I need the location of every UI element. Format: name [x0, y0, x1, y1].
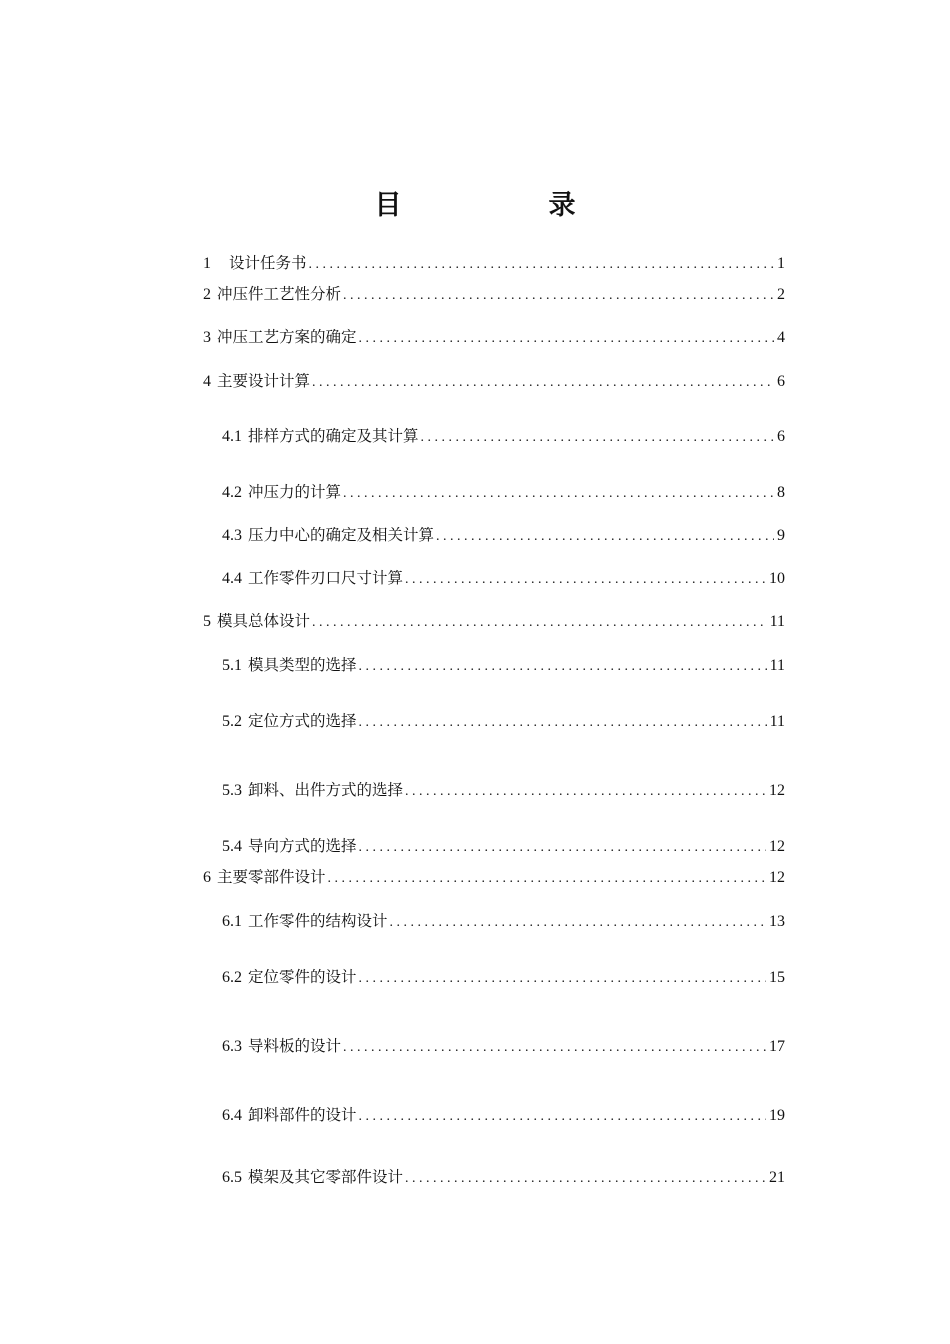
toc-leader-dots: [359, 328, 774, 350]
toc-entry-label: 主要设计计算: [217, 372, 311, 390]
toc-leader-dots: [309, 254, 774, 276]
toc-leader-dots: [421, 427, 774, 449]
toc-entry[interactable]: [222, 910, 785, 932]
toc-entry[interactable]: [222, 524, 785, 546]
toc-entry-page: 6: [777, 373, 785, 390]
toc-entry-page: 13: [769, 913, 785, 930]
toc-entry-number: 4.2: [222, 484, 242, 501]
toc-entry-label: 冲压力的计算: [248, 483, 342, 501]
toc-title: 目 录: [374, 190, 636, 221]
toc-entry-label: 模具总体设计: [217, 612, 311, 630]
toc-entry-label: 排样方式的确定及其计算: [248, 427, 419, 445]
toc-entry-number: 2: [203, 286, 211, 303]
toc-leader-dots: [436, 526, 774, 548]
toc-entry-label: 导料板的设计: [248, 1037, 342, 1055]
toc-entry-page: 11: [769, 657, 785, 674]
toc-entry-page: 12: [769, 869, 785, 886]
toc-entry[interactable]: [203, 283, 785, 305]
toc-entry-number: 6: [203, 869, 211, 886]
toc-entry-page: 21: [769, 1169, 785, 1186]
toc-leader-dots: [312, 372, 774, 394]
toc-entry-number: 5.4: [222, 838, 242, 855]
toc-entry-label: 压力中心的确定及相关计算: [248, 526, 435, 544]
toc-entry-number: 6.4: [222, 1107, 242, 1124]
toc-entry[interactable]: [203, 326, 785, 348]
toc-entry[interactable]: [222, 654, 785, 676]
toc-entry-label: 定位方式的选择: [248, 712, 357, 730]
toc-entry-page: 10: [769, 570, 785, 587]
toc-entry-number: 5.3: [222, 782, 242, 799]
toc-leader-dots: [359, 1106, 766, 1128]
toc-entry-label: 模架及其它零部件设计: [248, 1168, 404, 1186]
toc-leader-dots: [343, 483, 774, 505]
toc-entry-label: 冲压件工艺性分析: [217, 285, 342, 303]
toc-entry-page: 11: [769, 713, 785, 730]
toc-entry-label: 工作零件刃口尺寸计算: [248, 569, 404, 587]
toc-entry-page: 19: [769, 1107, 785, 1124]
toc-leader-dots: [359, 656, 767, 678]
toc-entry-page: 17: [769, 1038, 785, 1055]
toc-entry-number: 1: [203, 255, 211, 272]
toc-entry[interactable]: [222, 425, 785, 447]
toc-entry-page: 15: [769, 969, 785, 986]
toc-entry-page: 2: [777, 286, 785, 303]
toc-leader-dots: [343, 1037, 766, 1059]
toc-entry-label: 卸料部件的设计: [248, 1106, 357, 1124]
toc-leader-dots: [390, 912, 766, 934]
toc-entry-label: 工作零件的结构设计: [248, 912, 388, 930]
toc-entry-number: 5.2: [222, 713, 242, 730]
toc-entry-label: 主要零部件设计: [217, 868, 326, 886]
toc-entry-label: 冲压工艺方案的确定: [217, 328, 357, 346]
toc-entry-number: 6.1: [222, 913, 242, 930]
toc-leader-dots: [359, 968, 766, 990]
toc-leader-dots: [405, 569, 766, 591]
toc-entry[interactable]: [203, 370, 785, 392]
toc-entry-label: 定位零件的设计: [248, 968, 357, 986]
toc-entry-number: 5: [203, 613, 211, 630]
toc-leader-dots: [343, 285, 774, 307]
toc-entry-page: 4: [777, 329, 785, 346]
toc-entry[interactable]: [203, 866, 785, 888]
toc-entry-number: 6.2: [222, 969, 242, 986]
toc-entry-number: 5.1: [222, 657, 242, 674]
toc-entry-page: 11: [769, 613, 785, 630]
toc-entry[interactable]: [222, 567, 785, 589]
toc-leader-dots: [312, 612, 767, 634]
toc-entry-page: 9: [777, 527, 785, 544]
toc-entry-number: 4.3: [222, 527, 242, 544]
toc-entry-number: 4.4: [222, 570, 242, 587]
toc-entry-page: 1: [777, 255, 785, 272]
toc-leader-dots: [405, 1168, 766, 1190]
toc-entry[interactable]: [222, 1035, 785, 1057]
toc-entry-label: 设计任务书: [229, 254, 307, 272]
toc-leader-dots: [405, 781, 766, 803]
toc-entry[interactable]: [203, 610, 785, 632]
toc-entry[interactable]: [222, 1166, 785, 1188]
toc-entry-number: 3: [203, 329, 211, 346]
toc-entry[interactable]: [203, 252, 785, 274]
toc-leader-dots: [359, 837, 766, 859]
toc-entry-number: 4: [203, 373, 211, 390]
toc-leader-dots: [328, 868, 766, 890]
toc-entry-page: 6: [777, 428, 785, 445]
toc-entry[interactable]: [222, 481, 785, 503]
toc-leader-dots: [359, 712, 767, 734]
toc-entry[interactable]: [222, 779, 785, 801]
toc-entry-number: 6.5: [222, 1169, 242, 1186]
toc-entry-label: 导向方式的选择: [248, 837, 357, 855]
toc-entry[interactable]: [222, 710, 785, 732]
toc-entry[interactable]: [222, 966, 785, 988]
toc-entry-page: 12: [769, 782, 785, 799]
toc-entry-label: 模具类型的选择: [248, 656, 357, 674]
toc-entry[interactable]: [222, 835, 785, 857]
toc-entry-number: 6.3: [222, 1038, 242, 1055]
toc-entry[interactable]: [222, 1104, 785, 1126]
toc-entry-label: 卸料、出件方式的选择: [248, 781, 404, 799]
toc-entry-number: 4.1: [222, 428, 242, 445]
toc-entry-page: 8: [777, 484, 785, 501]
toc-entry-page: 12: [769, 838, 785, 855]
